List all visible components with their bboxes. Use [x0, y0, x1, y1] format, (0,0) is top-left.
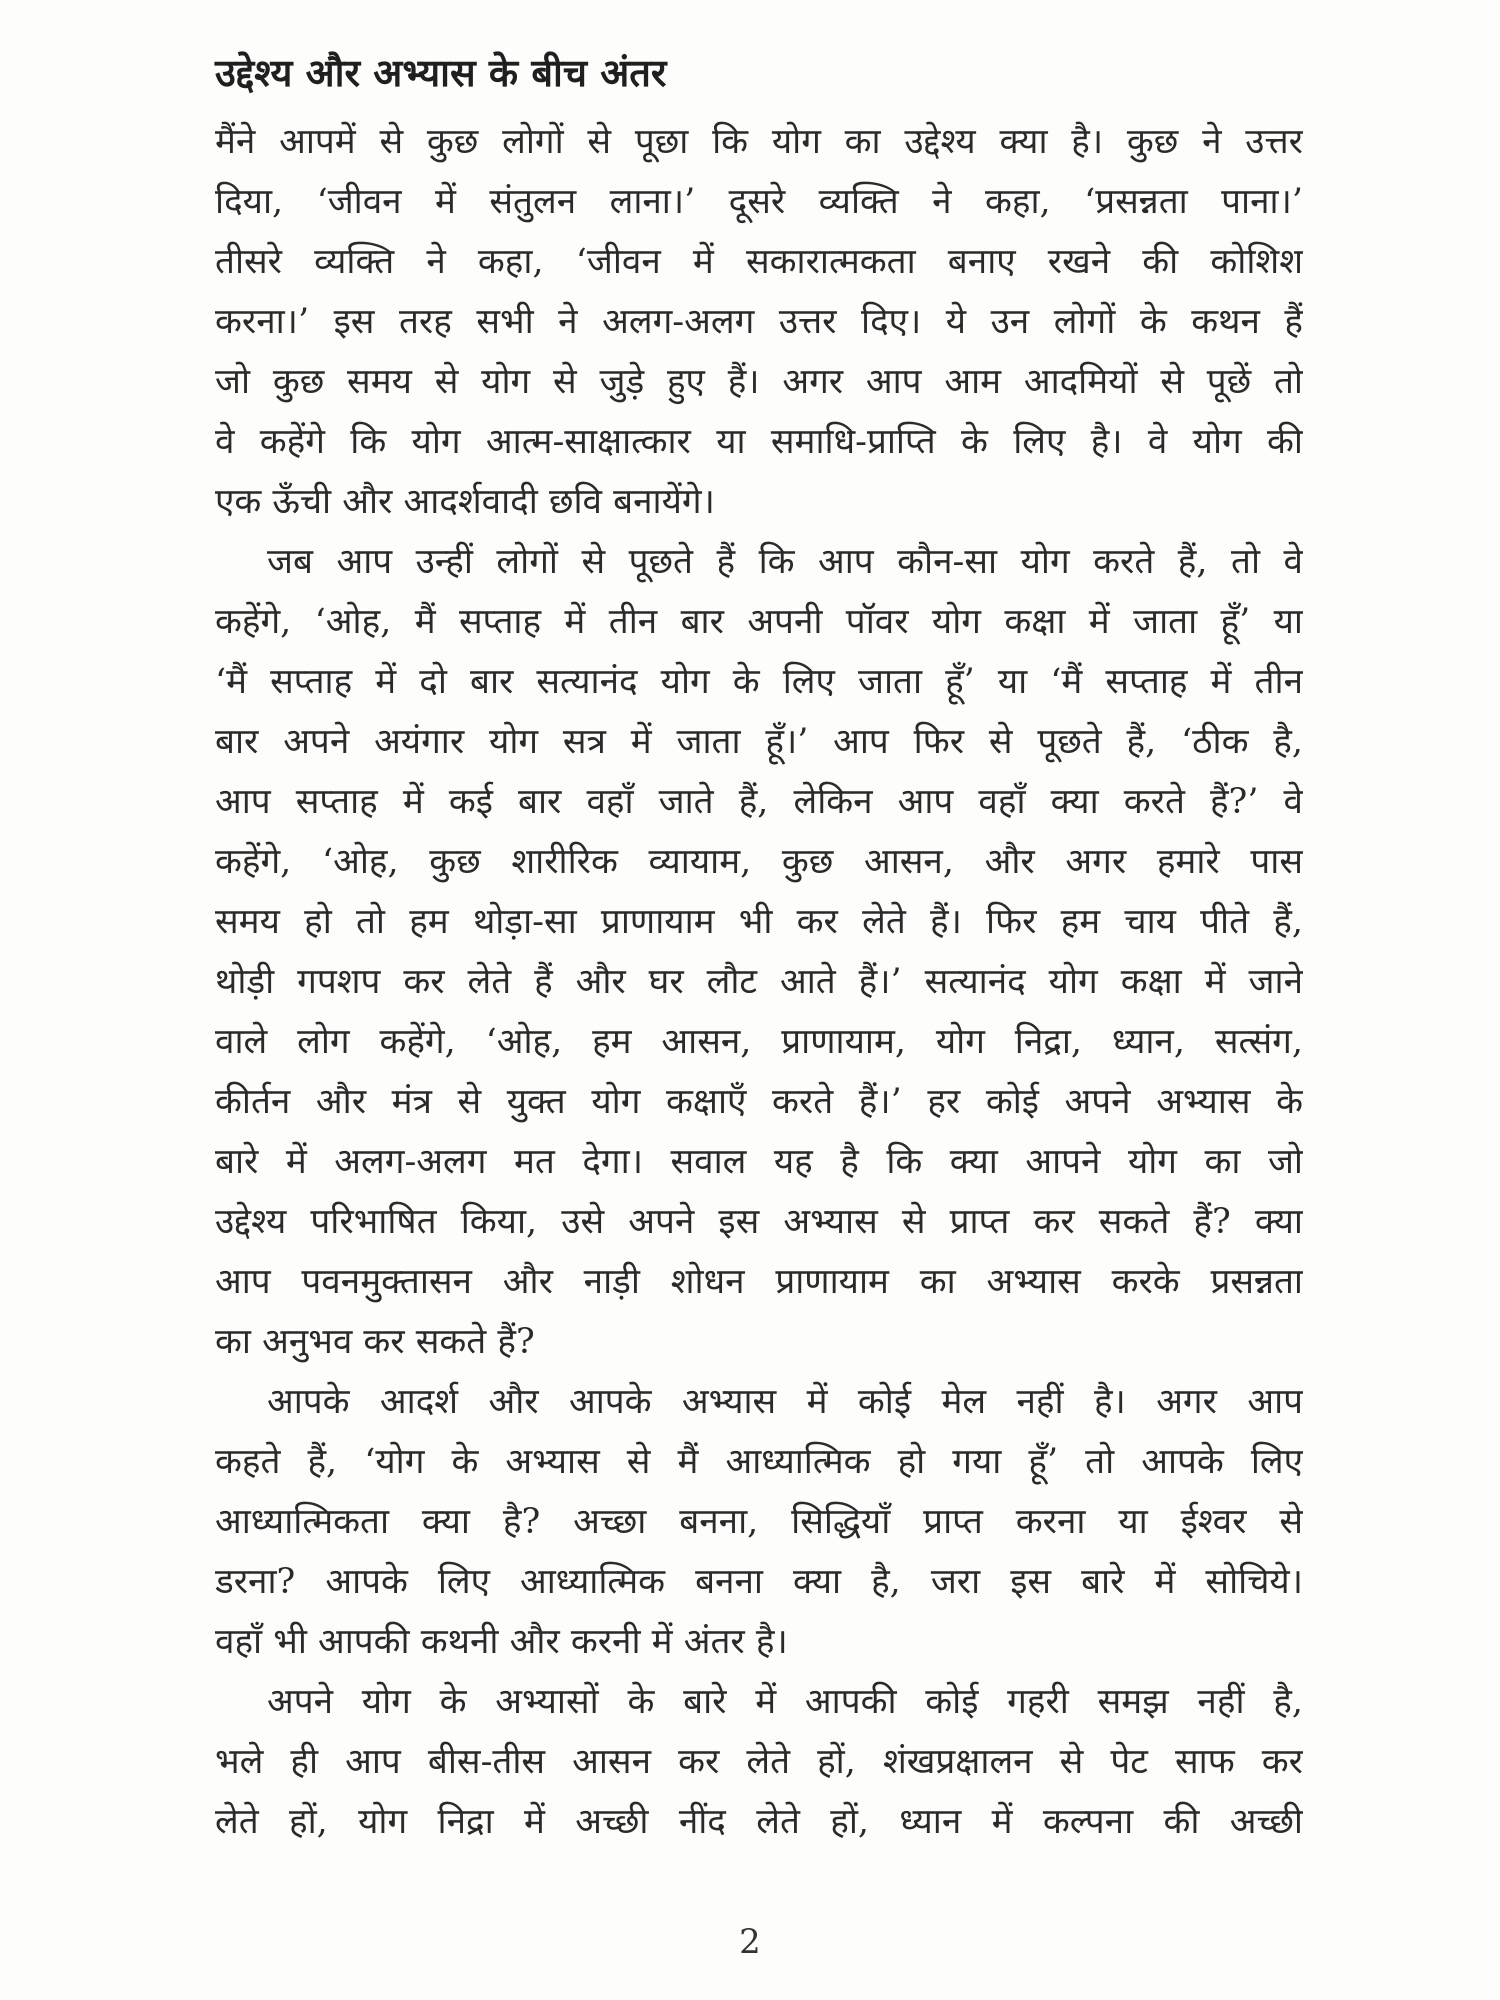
text-line: मैंने आपमें से कुछ लोगों से पूछा कि योग का उद्देश्य क्या है। कुछ ने उत्तर [215, 122, 1303, 162]
text-line: वहाँ भी आपकी कथनी और करनी में अंतर है। [215, 1622, 788, 1662]
text-line: जो कुछ समय से योग से जुड़े हुए हैं। अगर आप आम आदमियों से पूछें तो [215, 362, 1303, 402]
text-line: का अनुभव कर सकते हैं? [215, 1322, 535, 1362]
text-line: आध्यात्मिकता क्या है? अच्छा बनना, सिद्धियाँ प्राप्त करना या ईश्वर से [215, 1502, 1303, 1542]
text-line: जब आप उन्हीं लोगों से पूछते हैं कि आप कौन-सा योग करते हैं, तो वे [267, 542, 1303, 582]
body-text [215, 112, 1303, 1852]
text-line: भले ही आप बीस-तीस आसन कर लेते हों, शंखप्रक्षालन से पेट साफ कर [215, 1742, 1303, 1782]
text-line: कीर्तन और मंत्र से युक्त योग कक्षाएँ करते हैं।’ हर कोई अपने अभ्यास के [215, 1082, 1303, 1122]
text-line: दिया, ‘जीवन में संतुलन लाना।’ दूसरे व्यक्ति ने कहा, ‘प्रसन्नता पाना।’ [215, 182, 1303, 222]
text-line: उद्देश्य परिभाषित किया, उसे अपने इस अभ्यास से प्राप्त कर सकते हैं? क्या [215, 1202, 1303, 1242]
text-line: आप सप्ताह में कई बार वहाँ जाते हैं, लेकिन आप वहाँ क्या करते हैं?’ वे [215, 782, 1303, 822]
text-line: डरना? आपके लिए आध्यात्मिक बनना क्या है, जरा इस बारे में सोचिये। [215, 1562, 1303, 1602]
text-line: एक ऊँची और आदर्शवादी छवि बनायेंगे। [215, 482, 715, 522]
text-line: वे कहेंगे कि योग आत्म-साक्षात्कार या समाधि-प्राप्ति के लिए है। वे योग की [215, 422, 1303, 462]
page-number: 2 [739, 1922, 761, 1962]
text-line: वाले लोग कहेंगे, ‘ओह, हम आसन, प्राणायाम, योग निद्रा, ध्यान, सत्संग, [215, 1022, 1303, 1062]
text-line: आप पवनमुक्तासन और नाड़ी शोधन प्राणायाम का अभ्यास करके प्रसन्नता [215, 1262, 1303, 1302]
text-line: बार अपने अयंगार योग सत्र में जाता हूँ।’ आप फिर से पूछते हैं, ‘ठीक है, [215, 722, 1303, 762]
text-line: करना।’ इस तरह सभी ने अलग-अलग उत्तर दिए। ये उन लोगों के कथन हैं [215, 302, 1303, 342]
text-line: ‘मैं सप्ताह में दो बार सत्यानंद योग के लिए जाता हूँ’ या ‘मैं सप्ताह में तीन [215, 662, 1303, 702]
section-heading: उद्देश्य और अभ्यास के बीच अंतर [215, 51, 667, 95]
text-line: थोड़ी गपशप कर लेते हैं और घर लौट आते हैं।’ सत्यानंद योग कक्षा में जाने [215, 962, 1303, 1002]
text-line: कहते हैं, ‘योग के अभ्यास से मैं आध्यात्मिक हो गया हूँ’ तो आपके लिए [215, 1442, 1303, 1482]
text-line: अपने योग के अभ्यासों के बारे में आपकी कोई गहरी समझ नहीं है, [267, 1682, 1303, 1722]
text-line: बारे में अलग-अलग मत देगा। सवाल यह है कि क्या आपने योग का जो [215, 1142, 1303, 1182]
text-line: आपके आदर्श और आपके अभ्यास में कोई मेल नहीं है। अगर आप [267, 1382, 1303, 1422]
text-line: कहेंगे, ‘ओह, मैं सप्ताह में तीन बार अपनी पॉवर योग कक्षा में जाता हूँ’ या [215, 602, 1303, 642]
text-line: कहेंगे, ‘ओह, कुछ शारीरिक व्यायाम, कुछ आसन, और अगर हमारे पास [215, 842, 1303, 882]
text-line: लेते हों, योग निद्रा में अच्छी नींद लेते हों, ध्यान में कल्पना की अच्छी [215, 1802, 1303, 1842]
text-line: समय हो तो हम थोड़ा-सा प्राणायाम भी कर लेते हैं। फिर हम चाय पीते हैं, [215, 902, 1303, 942]
text-line: तीसरे व्यक्ति ने कहा, ‘जीवन में सकारात्मकता बनाए रखने की कोशिश [215, 242, 1303, 282]
